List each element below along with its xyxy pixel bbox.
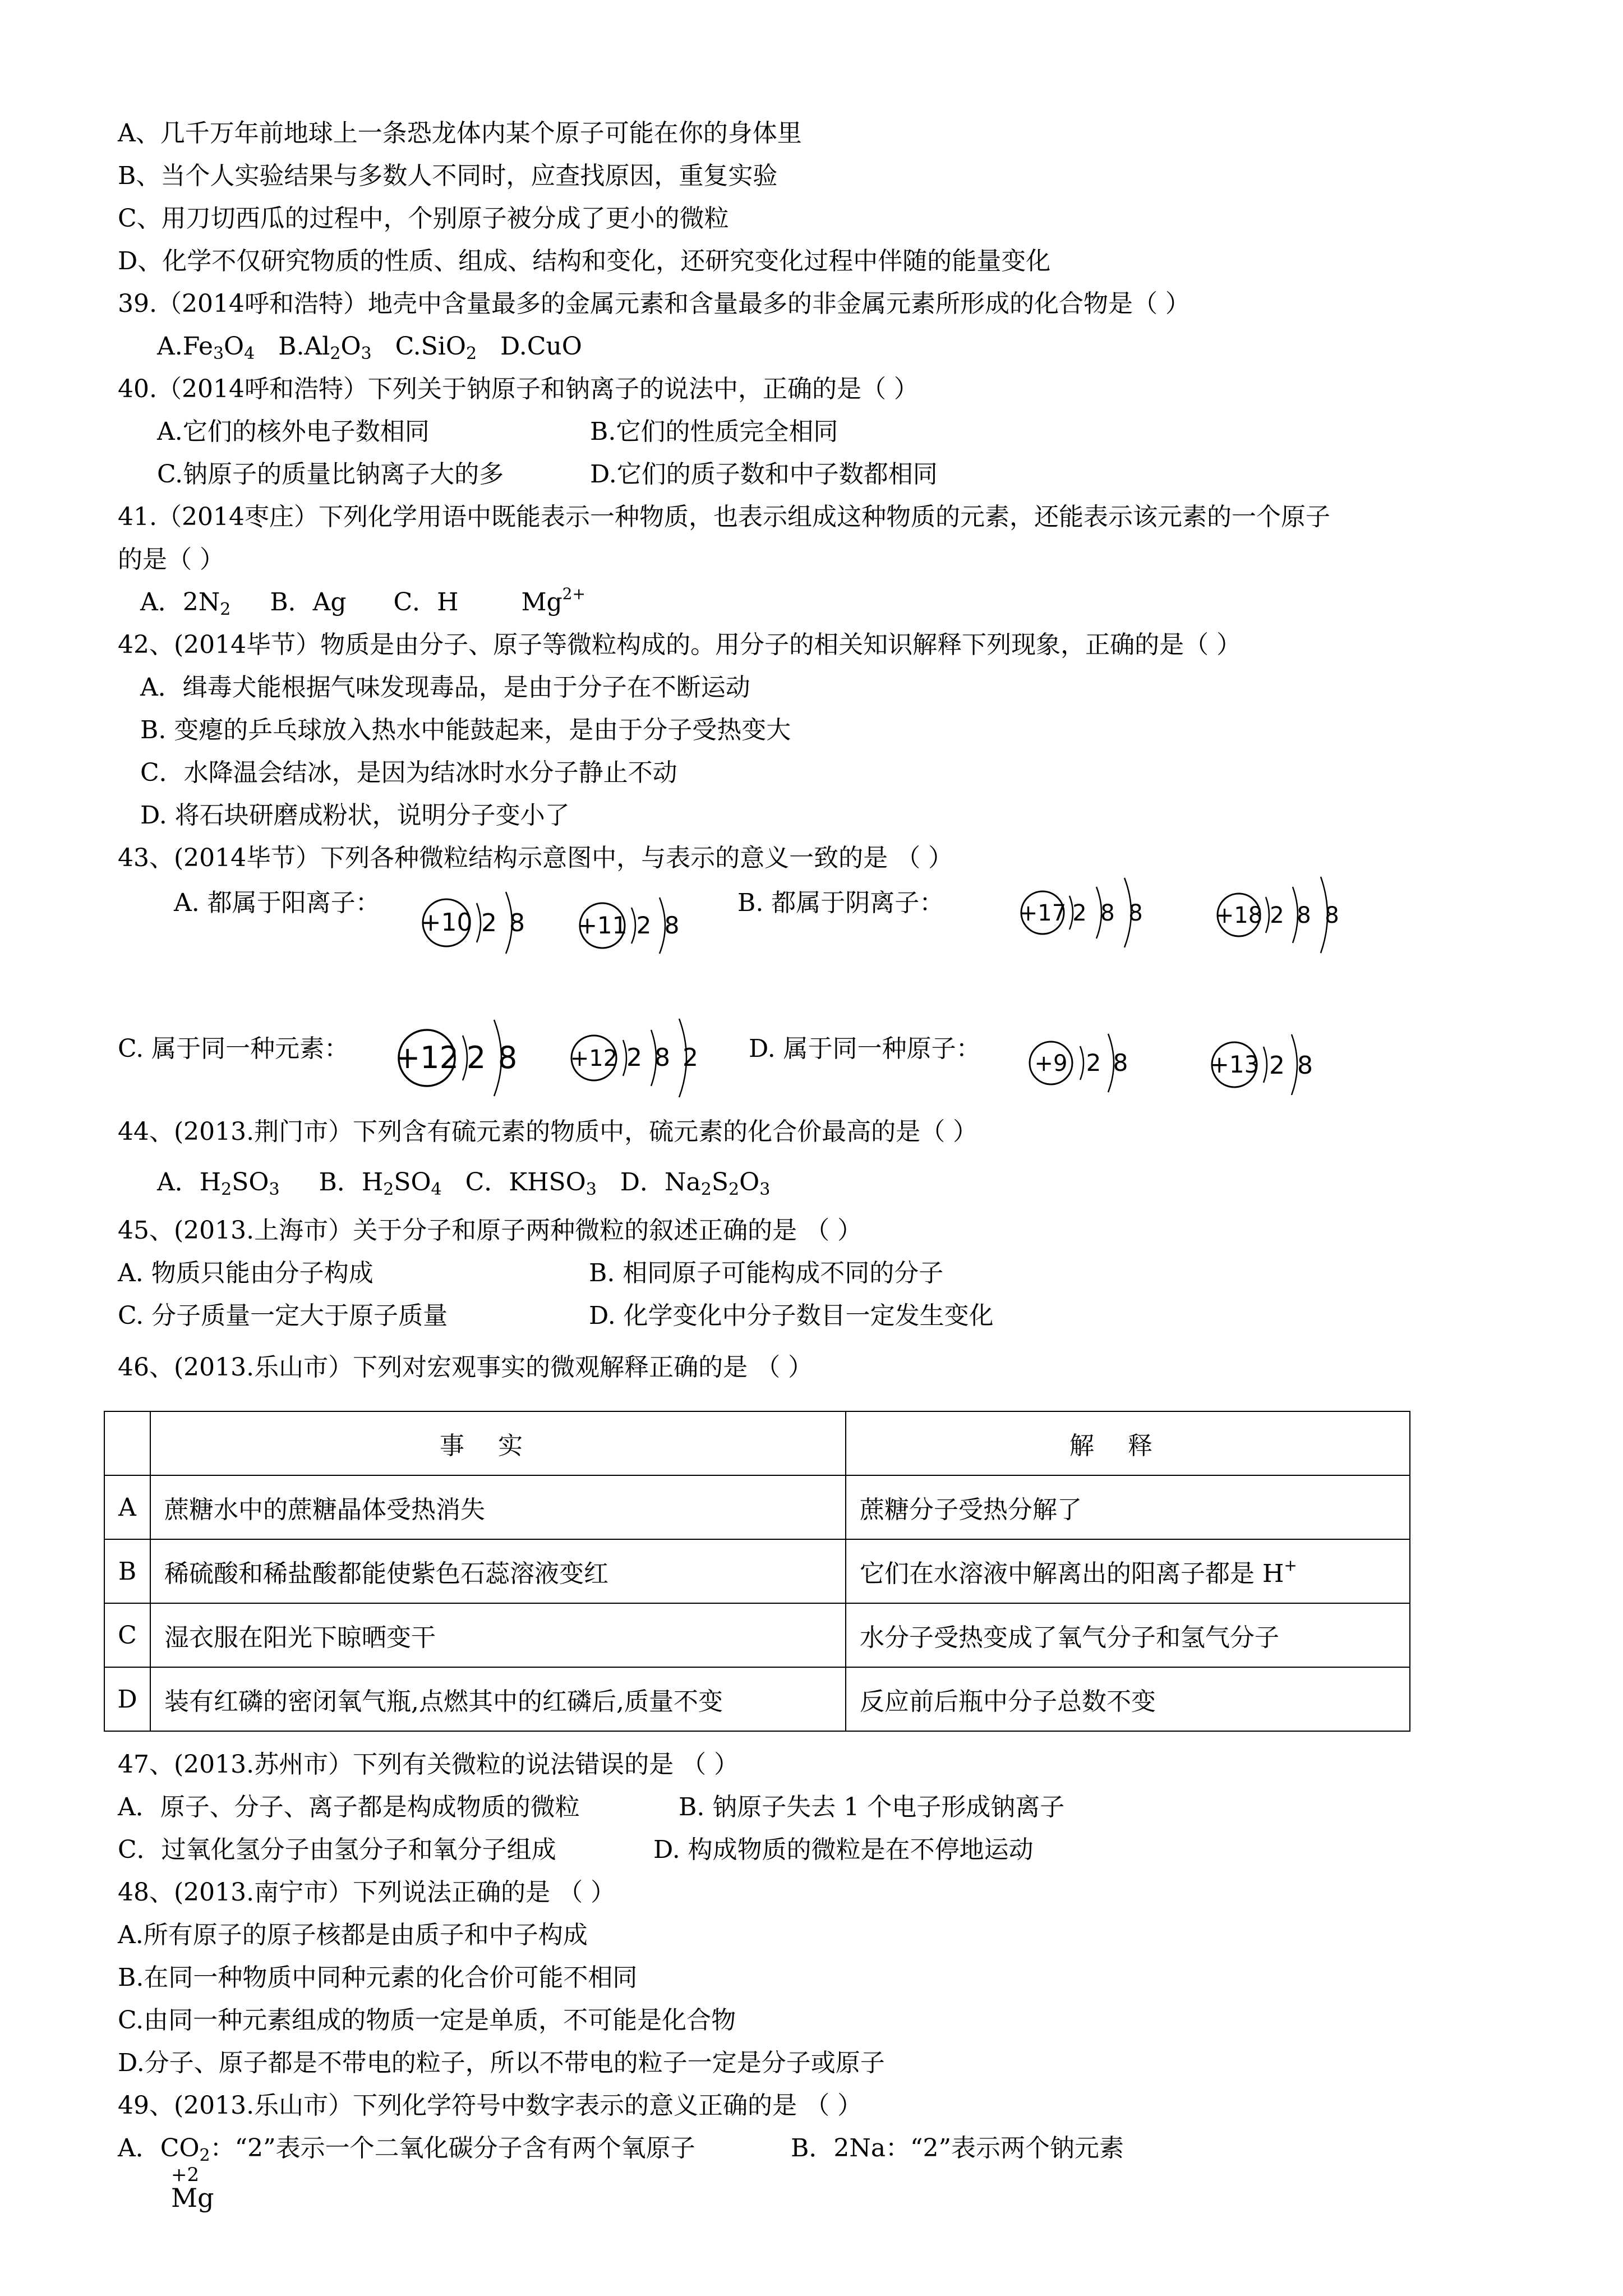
q41-option-c: C．H (393, 588, 459, 616)
q47-option-c: C．过氧化氢分子由氢分子和氧分子组成 (118, 1835, 556, 1864)
question-43-stem: 43、(2014毕节）下列各种微粒结构示意图中，与表示的意义一致的是 （ ） (118, 844, 953, 872)
nucleus-label: +9 (1034, 1051, 1068, 1076)
row-explanation: 反应前后瓶中分子总数不变 (846, 1667, 1410, 1731)
question-46-stem: 46、(2013.乐山市）下列对宏观事实的微观解释正确的是 （ ） (118, 1353, 813, 1382)
q44-option-d: D．$Na_2S_2O_3$ (620, 1168, 771, 1199)
question-39-stem: 39.（2014呼和浩特）地壳中含量最多的金属元素和含量最多的非金属元素所形成的化合物是（ ） (118, 289, 1190, 318)
q48-option-c: C.由同一种元素组成的物质一定是单质，不可能是化合物 (118, 2006, 736, 2035)
q48-option-a: A.所有原子的原子核都是由质子和中子构成 (118, 1921, 588, 1949)
q43-option-a: A. 都属于阳离子： (174, 889, 380, 917)
q49-option-a: A．$CO_2$：“2”表示一个二氧化碳分子含有两个氧原子 (118, 2134, 695, 2165)
q42-option-b: B. 变瘪的乒乓球放入热水中能鼓起来，是由于分子受热变大 (140, 716, 791, 744)
q47-option-d: D. 构成物质的微粒是在不停地运动 (653, 1835, 1034, 1864)
shell-electron-count: 8 (497, 1040, 518, 1075)
valence-mark: +2 (171, 2164, 200, 2186)
shell-electron-count: 2 (683, 1043, 698, 1072)
table-row (104, 1475, 1410, 1539)
table-header-row (104, 1411, 1410, 1475)
question-48-stem: 48、(2013.南宁市）下列说法正确的是 （ ） (118, 1878, 616, 1907)
row-key: C (104, 1603, 150, 1667)
row-explanation: 它们在水溶液中解离出的阳离子都是 H+ (846, 1539, 1410, 1603)
shell-electron-count: 2 (466, 1040, 486, 1075)
q43-option-b: B. 都属于阴离子： (737, 889, 944, 917)
q39-option-a: $A.Fe_3O_4$ (157, 332, 255, 364)
q49-option-b: B．2Na：“2”表示两个钠元素 (791, 2134, 1124, 2162)
option-line: D、化学不仅研究物质的性质、组成、结构和变化，还研究变化过程中伴随的能量变化 (118, 247, 1051, 275)
q41-option-b: B．Ag (270, 588, 347, 616)
row-fact: 蔗糖水中的蔗糖晶体受热消失 (150, 1475, 846, 1539)
row-fact: 装有红磷的密闭氧气瓶,点燃其中的红磷后,质量不变 (150, 1667, 846, 1731)
q43-option-c: C. 属于同一种元素： (118, 1034, 349, 1063)
atom-diagram-2 (578, 886, 690, 965)
q45-option-a: A. 物质只能由分子构成 (118, 1259, 374, 1287)
atom-diagram-7 (1026, 1024, 1138, 1102)
shell-electron-count: 8 (654, 1043, 670, 1072)
nucleus-label: +12 (395, 1040, 459, 1075)
mg-symbol: Mg (171, 2183, 214, 2213)
nucleus-label: +18 (1215, 903, 1263, 928)
atom-diagram-5 (395, 1010, 524, 1105)
row-fact: 湿衣服在阳光下晾晒变干 (150, 1603, 846, 1667)
table-row (104, 1667, 1410, 1731)
nucleus-label: +13 (1209, 1051, 1260, 1078)
table-header-explanation: 解释 (846, 1411, 1410, 1475)
q48-option-b: B.在同一种物质中同种元素的化合价可能不相同 (118, 1963, 638, 1992)
q45-option-d: D. 化学变化中分子数目一定发生变化 (589, 1301, 994, 1330)
q40-option-b: B.它们的性质完全相同 (590, 417, 838, 446)
question-39-options (157, 331, 582, 362)
row-key: A (104, 1475, 150, 1539)
shell-electron-count: 8 (1325, 903, 1339, 928)
q39-option-b: $B.Al_2O_3$ (278, 332, 372, 364)
shell-electron-count: 8 (1297, 903, 1311, 928)
row-explanation: 水分子受热变成了氧气分子和氢气分子 (846, 1603, 1410, 1667)
atom-diagram-3 (1018, 872, 1164, 962)
q42-option-c: C．水降温会结冰，是因为结冰时水分子静止不动 (140, 758, 677, 787)
q45-option-b: B. 相同原子可能构成不同的分子 (589, 1259, 944, 1287)
nucleus-label: +11 (577, 912, 628, 939)
shell-electron-count: 8 (509, 909, 525, 937)
q44-option-c: C．$KHSO_3$ (465, 1168, 597, 1199)
nucleus-label: +10 (420, 908, 473, 937)
q39-option-d: D.CuO (500, 332, 582, 361)
atom-diagram-6 (569, 1014, 715, 1104)
q39-option-c: C.SiO$_2$ (395, 332, 477, 364)
option-line: C、用刀切西瓜的过程中，个别原子被分成了更小的微粒 (118, 204, 729, 233)
row-key: D (104, 1667, 150, 1731)
option-line: A、几千万年前地球上一条恐龙体内某个原子可能在你的身体里 (118, 119, 802, 148)
question-45-stem: 45、(2013.上海市）关于分子和原子两种微粒的叙述正确的是 （ ） (118, 1216, 863, 1245)
q47-option-b: B. 钠原子失去 1 个电子形成钠离子 (679, 1793, 1065, 1821)
q41-option-d: $Mg^{2+}$ (521, 585, 585, 616)
q42-option-d: D. 将石块研磨成粉状，说明分子变小了 (140, 801, 570, 830)
q45-option-c: C. 分子质量一定大于原子质量 (118, 1301, 448, 1330)
table-row (104, 1603, 1410, 1667)
question-47-stem: 47、(2013.苏州市）下列有关微粒的说法错误的是 （ ） (118, 1750, 739, 1779)
question-44-options (157, 1167, 770, 1198)
shell-electron-count: 2 (1269, 1051, 1285, 1080)
question-44-stem: 44、(2013.荆门市）下列含有硫元素的物质中，硫元素的化合价最高的是（ ） (118, 1117, 978, 1146)
atom-diagram-4 (1214, 872, 1360, 962)
row-explanation: 蔗糖分子受热分解了 (846, 1475, 1410, 1539)
shell-electron-count: 8 (1128, 900, 1143, 926)
question-41-options (140, 587, 585, 618)
q40-option-d: D.它们的质子数和中子数都相同 (590, 460, 938, 489)
shell-electron-count: 2 (636, 912, 652, 939)
q48-option-d: D.分子、原子都是不带电的粒子，所以不带电的粒子一定是分子或原子 (118, 2049, 885, 2077)
shell-electron-count: 2 (1086, 1049, 1101, 1076)
question-41-stem-cont: 的是（ ） (118, 545, 224, 574)
table-row (104, 1539, 1410, 1603)
q43-option-d: D. 属于同一种原子： (749, 1034, 981, 1063)
table-header-blank (104, 1411, 150, 1475)
atom-diagram-8 (1209, 1025, 1321, 1104)
q40-option-c: C.钠原子的质量比钠离子大的多 (157, 460, 504, 489)
q47-option-a: A．原子、分子、离子都是构成物质的微粒 (118, 1793, 580, 1821)
shell-electron-count: 2 (1270, 903, 1284, 928)
shell-electron-count: 8 (1297, 1051, 1313, 1080)
row-key: B (104, 1539, 150, 1603)
row-fact: 稀硫酸和稀盐酸都能使紫色石蕊溶液变红 (150, 1539, 846, 1603)
shell-electron-count: 8 (664, 912, 680, 939)
question-41-stem: 41.（2014枣庄）下列化学用语中既能表示一种物质，也表示组成这种物质的元素，还能表示该元素的一个原子 (118, 503, 1330, 531)
nucleus-label: +12 (570, 1046, 618, 1071)
q44-option-b: B．$H_2SO_4$ (319, 1168, 442, 1199)
q40-option-a: A.它们的核外电子数相同 (157, 417, 430, 446)
shell-electron-count: 2 (1072, 900, 1087, 926)
question-42-stem: 42、(2014毕节）物质是由分子、原子等微粒构成的。用分子的相关知识解释下列现象，正确的是（ ） (118, 631, 1242, 659)
atom-diagram-1 (421, 881, 533, 965)
question-40-stem: 40.（2014呼和浩特）下列关于钠原子和钠离子的说法中，正确的是（ ） (118, 375, 919, 403)
shell-electron-count: 8 (1100, 900, 1115, 926)
question-49-stem: 49、(2013.乐山市）下列化学符号中数字表示的意义正确的是 （ ） (118, 2091, 863, 2120)
q44-option-a: A．$H_2SO_3$ (157, 1168, 280, 1199)
shell-electron-count: 2 (626, 1043, 642, 1072)
q46-table (104, 1411, 1410, 1732)
shell-electron-count: 8 (1113, 1049, 1128, 1076)
option-line: B、当个人实验结果与多数人不同时，应查找原因，重复实验 (118, 162, 778, 190)
q41-option-a: A．$2N_2$ (140, 588, 231, 619)
shell-electron-count: 2 (481, 909, 497, 937)
nucleus-label: +17 (1018, 900, 1067, 926)
q42-option-a: A．缉毒犬能根据气味发现毒品，是由于分子在不断运动 (140, 673, 750, 702)
table-header-fact: 事实 (150, 1411, 846, 1475)
